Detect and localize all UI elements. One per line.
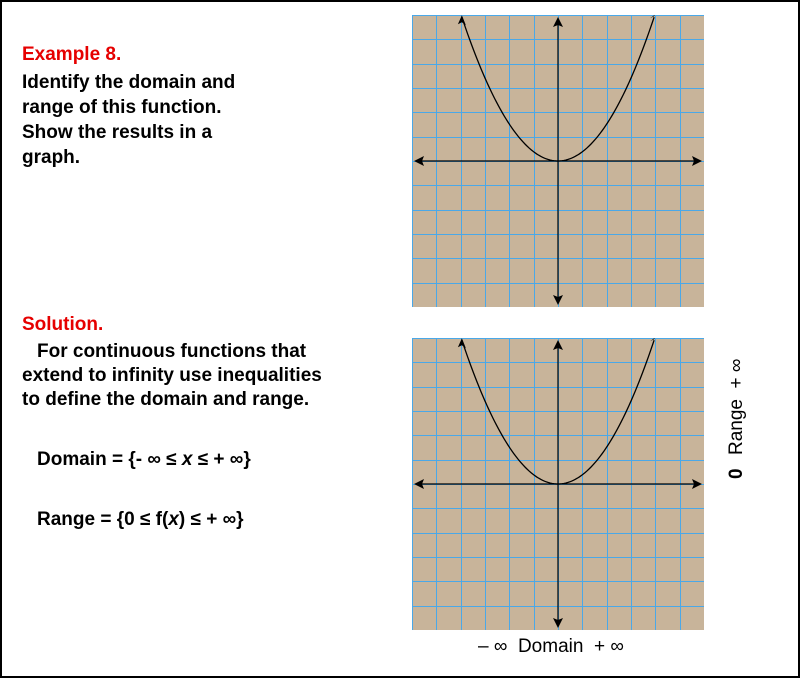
solution-line-3: to define the domain and range. [22, 389, 310, 410]
graph-bottom [412, 338, 704, 630]
graph-bottom-svg [412, 338, 704, 630]
range-zero-label: 0 [726, 468, 747, 479]
graph-top [412, 15, 704, 307]
example-line-2: range of this function. [22, 97, 222, 118]
example-line-4: graph. [22, 147, 81, 168]
range-text-label: Range + ∞ [726, 358, 747, 455]
range-label [720, 345, 760, 490]
domain-statement: Domain = {- ∞ ≤ x ≤ + ∞} [37, 449, 251, 470]
example-line-1: Identify the domain and [22, 72, 236, 93]
range-statement: Range = {0 ≤ f(x) ≤ + ∞} [37, 509, 244, 530]
domain-label: – ∞ Domain + ∞ [478, 636, 624, 657]
solution-line-2: extend to infinity use inequalities [22, 365, 322, 386]
graph-top-svg [412, 15, 704, 307]
solution-heading: Solution. [22, 314, 104, 335]
solution-line-1: For continuous functions that [37, 341, 307, 362]
example-line-3: Show the results in a [22, 122, 213, 143]
example-heading: Example 8. [22, 44, 122, 65]
